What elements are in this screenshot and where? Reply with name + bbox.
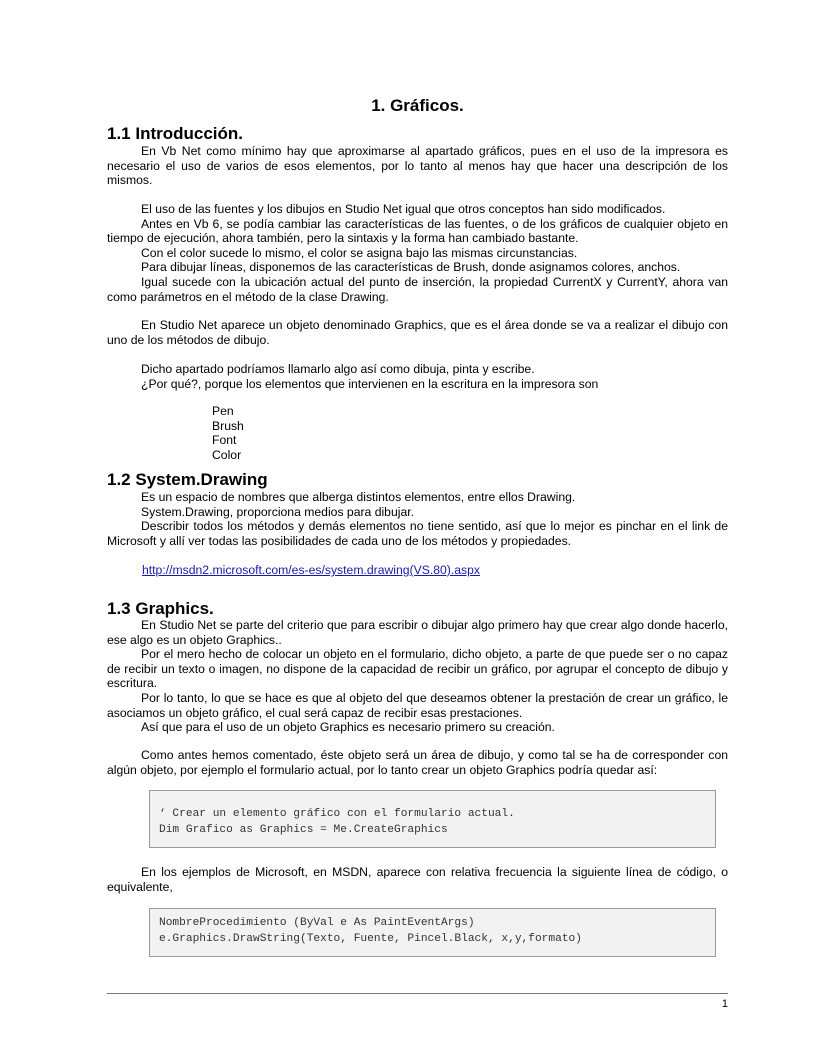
paragraph: Así que para el uso de un objeto Graphics es necesario primero su creación. — [141, 720, 555, 735]
elements-list — [212, 404, 244, 462]
list-item: Pen — [212, 404, 234, 418]
section-heading-graphics: 1.3 Graphics. — [107, 599, 214, 618]
graphics-block-1 — [107, 618, 728, 735]
code-line: ‘ Crear un elemento gráfico con el formulario actual. — [159, 808, 515, 820]
paragraph: ¿Por qué?, porque los elementos que intervienen en la escritura en la impresora son — [141, 376, 599, 391]
paragraph: Para dibujar líneas, disponemos de las características de Brush, donde asignamos colores, anchos. — [141, 260, 681, 275]
paragraph: Con el color sucede lo mismo, el color se asigna bajo las mismas circunstancias. — [141, 245, 578, 260]
list-item: Brush — [212, 418, 244, 433]
code-line: e.Graphics.DrawString(Texto, Fuente, Pincel.Black, x,y,formato) — [159, 933, 582, 945]
paragraph: Igual sucede con la ubicación actual del punto de inserción, la propiedad CurrentX y CurrentY, ahora van como parámetros en el método de la clase Drawing. — [107, 274, 728, 304]
section-heading-system-drawing: 1.2 System.Drawing — [107, 470, 268, 489]
section-heading-introduccion: 1.1 Introducción. — [107, 124, 244, 143]
paragraph: En Studio Net se parte del criterio que para escribir o dibujar algo primero hay que crear algo donde hacerlo, ese algo es un objeto Graphics.. — [107, 618, 728, 647]
code-line: Dim Grafico as Graphics = Me.CreateGraphics — [159, 824, 448, 836]
intro-block-2 — [107, 202, 728, 304]
graphics-block-3 — [107, 865, 728, 894]
paragraph: Por lo tanto, lo que se hace es que al objeto del que deseamos obtener la prestación de crear un gráfico, le asociamos un objeto gráfico, el cual será capaz de recibir esas prestaciones. — [107, 690, 728, 720]
paragraph: Antes en Vb 6, se podía cambiar las características de las fuentes, o de los gráficos de cualquier objeto en tiempo de ejecución, ahora también, pero la sintaxis y la forma han cambiado bastante. — [107, 216, 728, 246]
page-number: 1 — [721, 998, 728, 1010]
paragraph: En los ejemplos de Microsoft, en MSDN, aparece con relativa frecuencia la siguiente línea de código, o equivalente, — [107, 865, 728, 894]
paragraph: El uso de las fuentes y los dibujos en Studio Net igual que otros conceptos han sido modificados. — [141, 202, 666, 216]
code-block-create-graphics — [149, 790, 716, 848]
paragraph: Describir todos los métodos y demás elementos no tiene sentido, así que lo mejor es pinchar en el link de Microsoft y allí ver todas las posibilidades de cada uno de los métodos y propiedades. — [107, 519, 728, 548]
intro-block-4 — [107, 362, 728, 391]
list-item: Font — [212, 433, 237, 448]
paragraph: System.Drawing, proporciona medios para dibujar. — [141, 504, 414, 519]
drawing-block — [107, 490, 728, 548]
footer-divider — [107, 993, 728, 994]
list-item: Color — [212, 447, 242, 462]
paragraph: En Studio Net aparece un objeto denominado Graphics, que es el área donde se va a realizar el dibujo con uno de los métodos de dibujo. — [107, 318, 728, 347]
intro-block-1 — [107, 144, 728, 188]
graphics-block-2 — [107, 748, 728, 777]
chapter-title: 1. Gráficos. — [371, 96, 464, 115]
paragraph: Como antes hemos comentado, éste objeto será un área de dibujo, y como tal se ha de corresponder con algún objeto, por ejemplo el formulario actual, por lo tanto crear un objeto Graphics podría quedar así: — [107, 748, 728, 777]
code-line: NombreProcedimiento (ByVal e As PaintEventArgs) — [159, 917, 475, 929]
paragraph: Es un espacio de nombres que alberga distintos elementos, entre ellos Drawing. — [141, 490, 576, 504]
paragraph: En Vb Net como mínimo hay que aproximarse al apartado gráficos, pues en el uso de la impresora es necesario el uso de varios de esos elementos, por lo tanto al menos hay que hacer una descripción de los mismos. — [107, 144, 728, 188]
paragraph: Por el mero hecho de colocar un objeto en el formulario, dicho objeto, a parte de que puede ser o no capaz de recibir un texto o imagen, no dispone de la capacidad de recibir un gráfico, por agrupar el concepto de dibujo y escritura. — [107, 647, 728, 691]
code-block-drawstring — [149, 908, 716, 957]
paragraph: Dicho apartado podríamos llamarlo algo así como dibuja, pinta y escribe. — [141, 362, 535, 376]
intro-block-3 — [107, 318, 728, 347]
msdn-link[interactable]: http://msdn2.microsoft.com/es-es/system.drawing(VS.80).aspx — [142, 563, 480, 577]
